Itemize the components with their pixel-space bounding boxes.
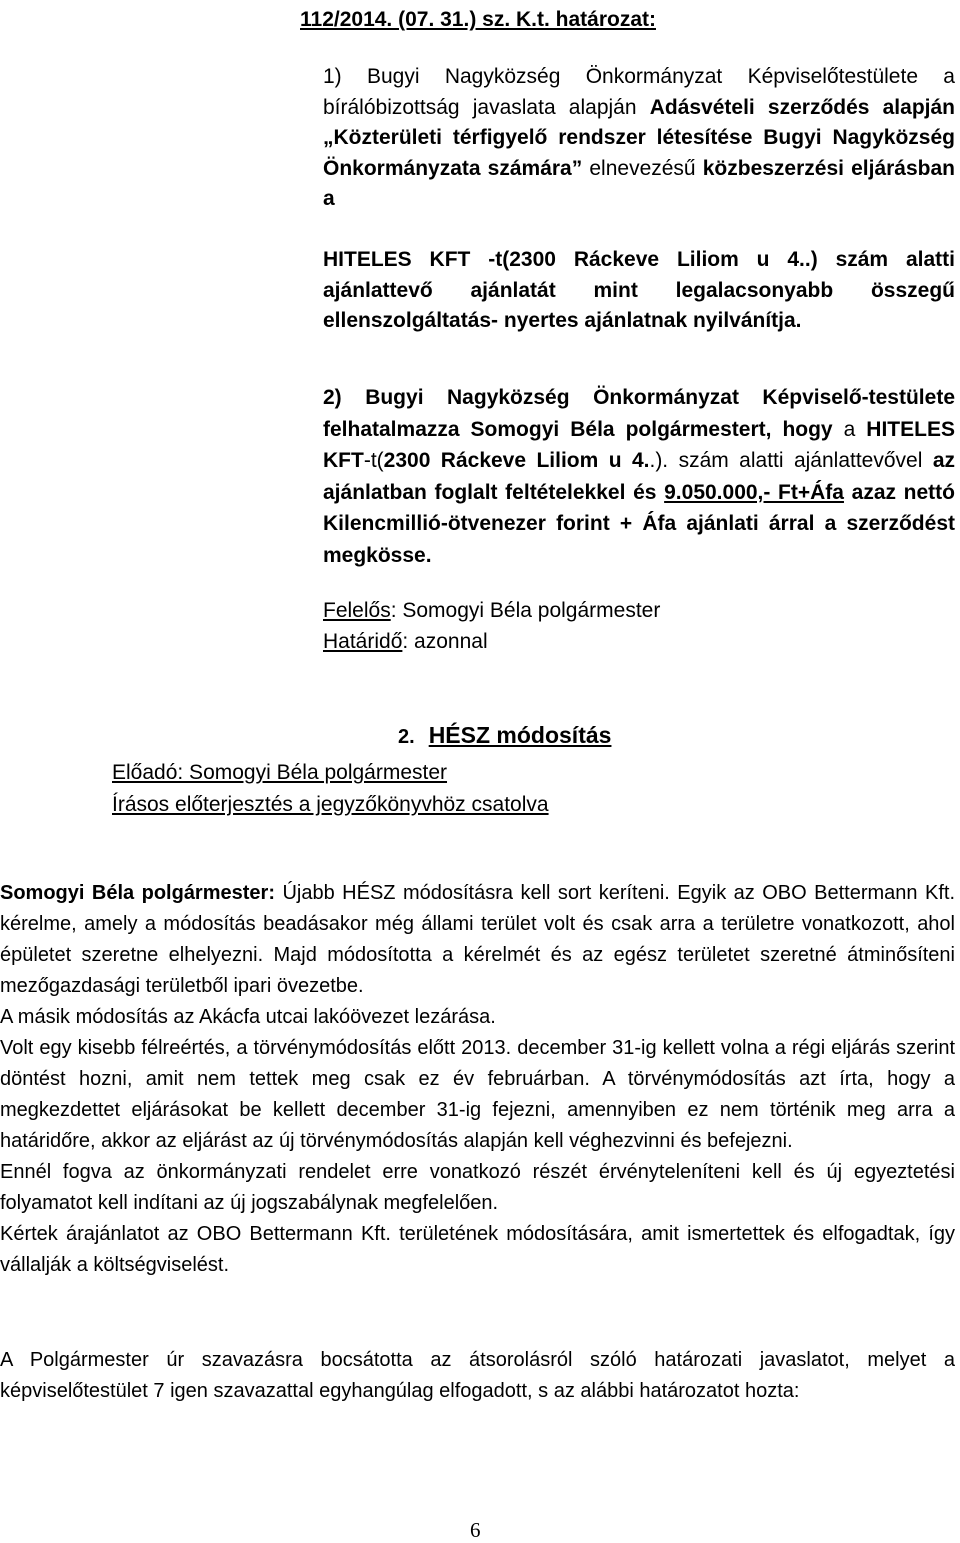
agenda-number: 2. — [398, 726, 415, 748]
body-paragraph-3: Volt egy kisebb félreértés, a törvénymódosítás előtt 2013. december 31-ig kellett volna a régi eljárás szerint döntést hozni, amit nem tettek meg csak ez év februárban. A törvénymódosítás azt írta, hogy a megkezdettet eljárásokat be kellett december 31-ig fejezni, amennyiben ez nem történik meg arra a határidőre, akkor az eljárást az új törvénymódosítás alapján kell véghezvinni és befejezni. — [0, 1037, 955, 1152]
agenda-title: HÉSZ módosítás — [428, 722, 612, 748]
attachment-line: Írásos előterjesztés a jegyzőkönyvhöz csatolva — [112, 792, 549, 816]
body-paragraph-1 — [0, 878, 955, 1002]
point-2-text-f: azaz nettó Kilencmillió-ötvenezer forint + Áfa ajánlati árral a szerződést megkösse. — [323, 480, 955, 567]
minutes-body — [0, 878, 955, 1281]
agenda-details — [112, 757, 549, 820]
point-2-text-d: .). szám alatti ajánlattevővel — [649, 449, 923, 472]
company-address: 2300 Ráckeve Liliom u 4. — [383, 449, 650, 472]
resolution-point-2 — [323, 382, 955, 571]
winning-bidder-statement: HITELES KFT -t(2300 Ráckeve Liliom u 4..) szám alatti ajánlattevő ajánlatát mint legalacsonyabb összegű ellenszolgáltatás- nyertes ajánlatnak nyilvánítja. — [323, 248, 955, 333]
body-paragraph-1-text: Újabb HÉSZ módosításra kell sort keríteni. Egyik az OBO Bettermann Kft. kérelme, amely a módosítás beadásakor még állami terület volt és csak arra a területre vonatkozott, ahol épületet szeretne elhelyezni. Majd módosította a kérelmét és az egész területet szeretné átminősíteni mezőgazdasági területből ipari övezetbe. — [0, 882, 956, 997]
company-name: HITELES KFT — [323, 417, 955, 472]
deadline-label: Határidő — [323, 630, 403, 653]
point-2-number: 2) — [323, 386, 342, 409]
deadline-value: : azonnal — [402, 630, 488, 653]
point-2-text-c: -t( — [363, 449, 384, 472]
deadline-line — [323, 626, 660, 657]
point-2-text-e: az ajánlatban foglalt feltételekkel és — [323, 449, 955, 504]
contract-title: Adásvételi szerződés alapján „Közterületi térfigyelő rendszer létesítése Bugyi Nagyközség Önkormányzata számára” — [323, 95, 955, 180]
responsible-value: : Somogyi Béla polgármester — [390, 599, 661, 622]
agenda-heading — [398, 722, 611, 749]
procurement-phrase: közbeszerzési eljárásban a — [323, 156, 955, 211]
responsible-label: Felelős — [323, 599, 391, 622]
point-2-text-b: a — [843, 417, 856, 441]
point-1-text-2: elnevezésű — [589, 156, 696, 180]
body-paragraph-2: A másik módosítás az Akácfa utcai lakóövezet lezárása. — [0, 1006, 496, 1028]
vote-paragraph: A Polgármester úr szavazásra bocsátotta az átsorolásról szóló határozati javaslatot, melyet a képviselőtestület 7 igen szavazattal egyhangúlag elfogadott, s az alábbi határozatot hozta: — [0, 1349, 955, 1402]
speaker-name: Somogyi Béla polgármester: — [0, 882, 275, 904]
body-paragraph-5: Kértek árajánlatot az OBO Bettermann Kft. területének módosítására, amit ismertettek és elfogadtak, így vállalják a költségviselést. — [0, 1223, 955, 1276]
point-1-number: 1) — [323, 65, 342, 88]
responsibility-block — [323, 595, 660, 657]
body-paragraph-4: Ennél fogva az önkormányzati rendelet erre vonatkozó részét érvényteleníteni kell és új egyeztetési folyamatot kell indítani az új jogszabálynak megfelelően. — [0, 1161, 955, 1214]
point-1-text-1: Bugyi Nagyközség Önkormányzat Képviselőtestülete a bírálóbizottság javaslata alapján — [323, 65, 955, 119]
responsible-line — [323, 595, 660, 626]
presenter-line: Előadó: Somogyi Béla polgármester — [112, 761, 448, 784]
resolution-point-1 — [323, 62, 955, 215]
contract-amount: 9.050.000,- Ft+Áfa — [664, 480, 844, 504]
page-number: 6 — [470, 1518, 481, 1542]
resolution-title: 112/2014. (07. 31.) sz. K.t. határozat: — [300, 8, 656, 31]
point-2-text-a: Bugyi Nagyközség Önkormányzat Képviselő-testülete felhatalmazza Somogyi Béla polgármestert, hogy — [323, 386, 955, 441]
